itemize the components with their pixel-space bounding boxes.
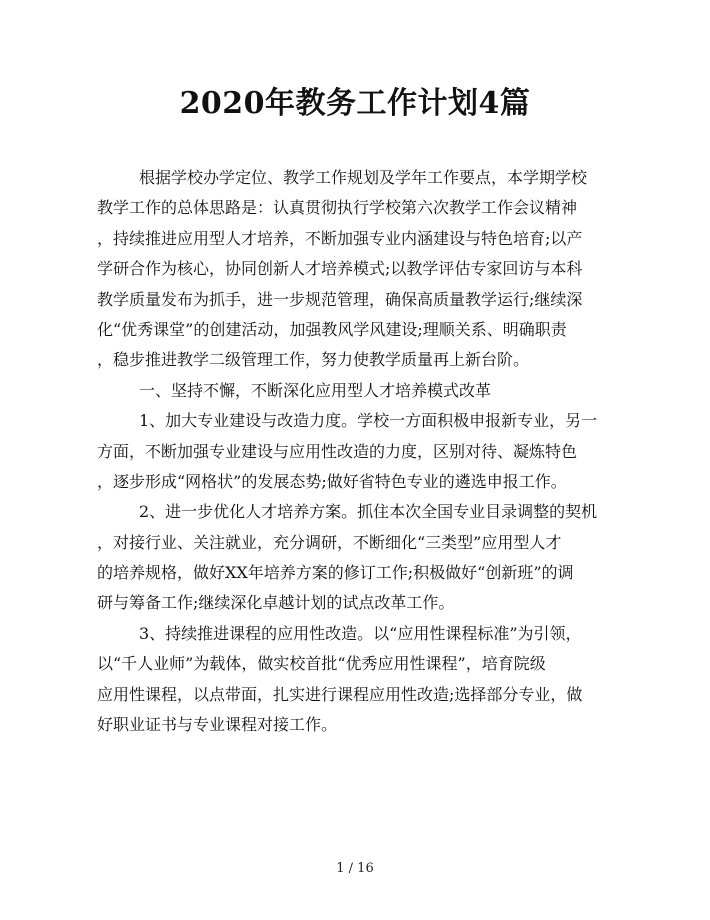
page-title: 2020年教务工作计划4篇 [179, 86, 531, 121]
text-line: ，逐步形成“网格状”的发展态势;做好省特色专业的遴选申报工作。 [97, 471, 567, 491]
body-text [97, 163, 617, 740]
text-line: 的培养规格，做好XX年培养方案的修订工作;积极做好“创新班”的调 [97, 563, 574, 583]
text-line: 1、加大专业建设与改造力度。学校一方面积极申报新专业，另一 [139, 411, 598, 431]
text-line: 研与筹备工作;继续深化卓越计划的试点改革工作。 [97, 593, 455, 613]
text-line: 教学工作的总体思路是：认真贯彻执行学校第六次教学工作会议精神 [97, 198, 578, 218]
text-line: 方面，不断加强专业建设与应用性改造的力度，区别对待、凝炼特色 [97, 441, 578, 461]
text-line: ，持续推进应用型人才培养，不断加强专业内涵建设与特色培育;以产 [97, 228, 583, 248]
text-line: 学研合作为核心，协同创新人才培养模式;以教学评估专家回访与本科 [97, 259, 583, 279]
text-line: 化“优秀课堂”的创建活动，加强教风学风建设;理顺关系、明确职责 [97, 319, 567, 339]
text-line: 2、进一步优化人才培养方案。抓住本次全国专业目录调整的契机 [139, 502, 598, 522]
text-line: 教学质量发布为抓手，进一步规范管理，确保高质量教学运行;继续深 [97, 289, 583, 309]
section-heading: 一、坚持不懈，不断深化应用型人才培养模式改革 [139, 380, 492, 400]
text-line: ，稳步推进教学二级管理工作，努力使教学质量再上新台阶。 [97, 350, 530, 370]
text-line: 3、持续推进课程的应用性改造。以“应用性课程标准”为引领， [139, 623, 582, 643]
text-line: 根据学校办学定位、教学工作规划及学年工作要点，本学期学校 [139, 168, 588, 187]
text-line: 以“千人业师”为载体，做实校首批“优秀应用性课程”，培育院级 [97, 654, 546, 674]
text-line: 应用性课程，以点带面，扎实进行课程应用性改造;选择部分专业，做 [97, 684, 583, 704]
text-line: 好职业证书与专业课程对接工作。 [97, 715, 338, 735]
text-line: ，对接行业、关注就业，充分调研，不断细化“三类型”应用型人才 [97, 532, 562, 552]
page-number: 1 / 16 [336, 861, 374, 876]
